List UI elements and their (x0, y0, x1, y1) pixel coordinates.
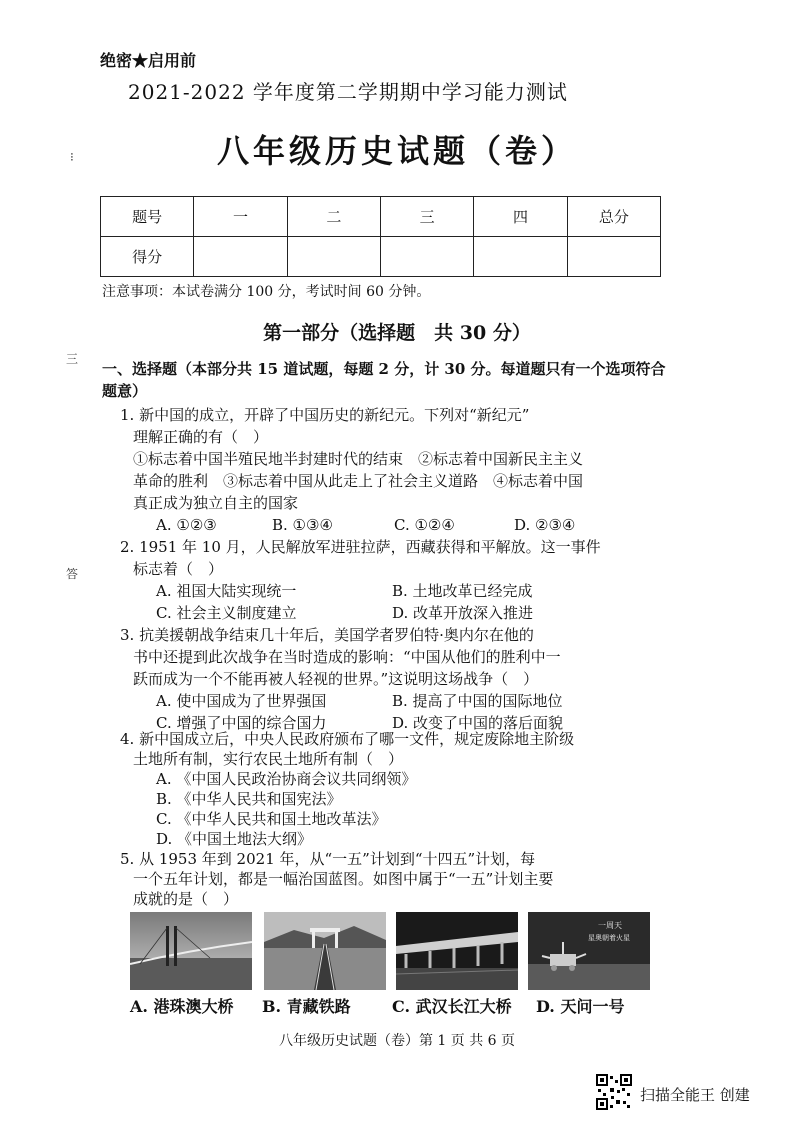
question-4-option-d: D. 《中国土地法大纲》 (156, 830, 313, 848)
page-title: 八年级历史试题（卷） (216, 132, 577, 170)
question-1-option-a: A. ①②③ (156, 516, 217, 534)
score-cell-section-2: 二 (287, 197, 380, 237)
photo-river-bridge (396, 912, 518, 990)
score-blank (474, 237, 567, 277)
photo-bridge-sea (130, 912, 252, 990)
question-1-option-d: D. ②③④ (514, 516, 576, 534)
question-4-stem: 土地所有制，实行农民土地所有制（ ） (133, 750, 404, 768)
question-5-option-d: D. 天问一号 (536, 997, 625, 1016)
score-blank (194, 237, 287, 277)
qr-code-icon (596, 1074, 632, 1110)
binding-mark-text: 答 (66, 567, 79, 581)
question-1-option-c: C. ①②④ (394, 516, 455, 534)
notice: 注意事项：本试卷满分 100 分，考试时间 60 分钟。 (102, 284, 431, 300)
question-3-stem: 书中还提到此次战争在当时造成的影响：“中国从他们的胜利中一 (133, 648, 561, 666)
section-instructions: 一、选择题（本部分共 15 道试题，每题 2 分，计 30 分。每道题只有一个选项符合题意） (102, 360, 666, 400)
question-4-stem: 4. 新中国成立后，中央人民政府颁布了哪一文件，规定废除地主阶级 (120, 730, 575, 748)
question-1-stem: 理解正确的有（ ） (133, 428, 269, 446)
score-blank (287, 237, 380, 277)
secret-label: 绝密★启用前 (100, 51, 197, 70)
score-row-label: 得分 (101, 237, 194, 277)
question-1-option-b: B. ①③④ (272, 516, 333, 534)
question-1-stem: 1. 新中国的成立，开辟了中国历史的新纪元。下列对“新纪元” (120, 406, 530, 424)
page-footer: 八年级历史试题（卷）第 1 页 共 6 页 (278, 1033, 516, 1049)
scanner-watermark: 扫描全能王 创建 (640, 1086, 750, 1104)
question-3-stem: 跃而成为一个不能再被人轻视的世界。”这说明这场战争（ ） (133, 670, 539, 688)
question-3-option-a: A. 使中国成为了世界强国 (156, 692, 327, 710)
question-3-option-b: B. 提高了中国的国际地位 (392, 692, 563, 710)
question-2-option-d: D. 改革开放深入推进 (392, 604, 534, 622)
score-table-header-row (101, 197, 661, 237)
question-5-stem: 成就的是（ ） (133, 890, 239, 908)
question-2-stem: 2. 1951 年 10 月，人民解放军进驻拉萨，西藏获得和平解放。这一事件 (120, 538, 601, 556)
score-blank (567, 237, 660, 277)
question-5-stem: 一个五年计划，都是一幅治国蓝图。如图中属于“一五”计划主要 (133, 870, 554, 888)
question-4-option-a: A. 《中国人民政治协商会议共同纲领》 (156, 770, 417, 788)
photo-mars-rover (528, 912, 650, 990)
score-cell-section-3: 三 (380, 197, 473, 237)
part-title: 第一部分（选择题 共 30 分） (263, 322, 531, 344)
question-2-option-a: A. 祖国大陆实现统一 (156, 582, 297, 600)
score-blank (380, 237, 473, 277)
question-4-option-c: C. 《中华人民共和国土地改革法》 (156, 810, 387, 828)
score-cell-section-4: 四 (474, 197, 567, 237)
score-cell-label: 题号 (101, 197, 194, 237)
question-2-stem: 标志着（ ） (133, 560, 224, 578)
question-5-option-b: B. 青藏铁路 (262, 997, 351, 1016)
score-cell-total: 总分 (567, 197, 660, 237)
question-3-stem: 3. 抗美援朝战争结束几十年后，美国学者罗伯特·奥内尔在他的 (120, 626, 534, 644)
question-5-option-a: A. 港珠澳大桥 (130, 997, 234, 1016)
binding-mark: ⁝ (70, 150, 74, 164)
score-table (100, 196, 661, 277)
question-3-option-d: D. 改变了中国的落后面貌 (392, 714, 564, 732)
question-2-option-c: C. 社会主义制度建立 (156, 604, 297, 622)
exam-header: 2021-2022 学年度第二学期期中学习能力测试 (128, 80, 568, 104)
score-table-score-row (101, 237, 661, 277)
photo-d-caption-line1: 一周天 (598, 921, 622, 930)
binding-mark-text: 三 (66, 352, 79, 366)
question-2-option-b: B. 土地改革已经完成 (392, 582, 533, 600)
question-1-items: 革命的胜利 ③标志着中国从此走上了社会主义道路 ④标志着中国 (133, 472, 584, 490)
question-1-items: 真正成为独立自主的国家 (133, 494, 299, 512)
question-1-items: ①标志着中国半殖民地半封建时代的结束 ②标志着中国新民主主义 (133, 450, 584, 468)
score-cell-section-1: 一 (194, 197, 287, 237)
question-5-option-c: C. 武汉长江大桥 (392, 997, 512, 1016)
question-5-stem: 5. 从 1953 年到 2021 年，从“一五”计划到“十四五”计划，每 (120, 850, 536, 868)
question-4-option-b: B. 《中华人民共和国宪法》 (156, 790, 342, 808)
question-3-option-c: C. 增强了中国的综合国力 (156, 714, 327, 732)
photo-railway (264, 912, 386, 990)
photo-d-caption-line2: 星奥朝着火星 (588, 934, 630, 942)
